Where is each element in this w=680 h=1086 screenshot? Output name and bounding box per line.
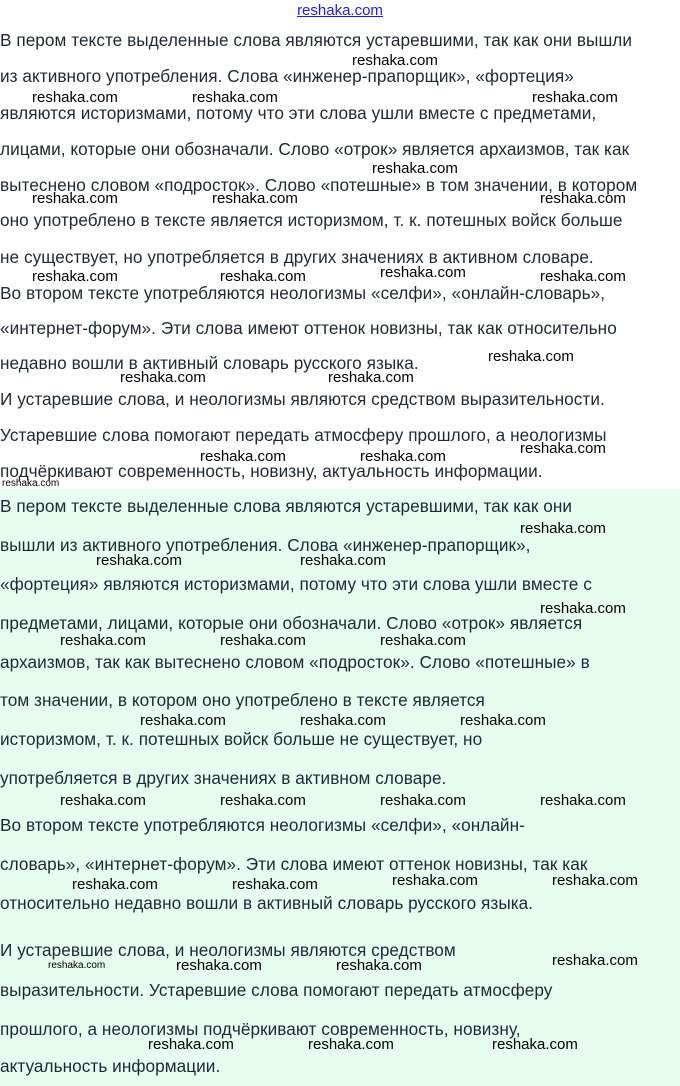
watermark: reshaka.com xyxy=(60,792,146,809)
text-line: словарь», «интернет-форум». Эти слова имеют оттенок новизны, так как xyxy=(0,854,588,874)
text-line: вытеснено словом «подросток». Слово «потешные» в том значении, в котором xyxy=(0,175,638,195)
watermark: reshaka.com xyxy=(220,268,306,285)
watermark: reshaka.com xyxy=(392,872,478,889)
text-line: «интернет-форум». Эти слова имеют оттенок новизны, так как относительно xyxy=(0,318,617,338)
text-line: «фортеция» являются историзмами, потому что эти слова ушли вместе с xyxy=(0,574,592,594)
watermark: reshaka.com xyxy=(360,448,446,465)
watermark: reshaka.com xyxy=(220,632,306,649)
watermark: reshaka.com xyxy=(328,369,414,386)
watermark: reshaka.com xyxy=(96,552,182,569)
watermark: reshaka.com xyxy=(532,89,618,106)
text-line: вышли из активного употребления. Слова «инженер-прапорщик», xyxy=(0,535,531,555)
watermark-small: reshaka.com xyxy=(2,478,60,489)
text-line: В пером тексте выделенные слова являются устаревшими, так как они xyxy=(0,496,573,516)
text-line: актуальность информации. xyxy=(0,1056,221,1076)
watermark: reshaka.com xyxy=(540,268,626,285)
watermark: reshaka.com xyxy=(148,1036,234,1053)
watermark: reshaka.com xyxy=(520,440,606,457)
text-line: прошлого, а неологизмы подчёркивают современность, новизну, xyxy=(0,1019,521,1039)
watermark: reshaka.com xyxy=(372,160,458,177)
text-line: оно употреблено в тексте является историзмом, т. к. потешных войск больше xyxy=(0,210,623,230)
watermark: reshaka.com xyxy=(492,1036,578,1053)
watermark: reshaka.com xyxy=(232,876,318,893)
watermark: reshaka.com xyxy=(380,792,466,809)
watermark: reshaka.com xyxy=(176,957,262,974)
text-block-1 xyxy=(0,26,680,489)
watermark: reshaka.com xyxy=(552,872,638,889)
watermark: reshaka.com xyxy=(60,632,146,649)
watermark: reshaka.com xyxy=(380,632,466,649)
text-line: архаизмов, так как вытеснено словом «подросток». Слово «потешные» в xyxy=(0,652,590,672)
watermark: reshaka.com xyxy=(32,89,118,106)
text-line: относительно недавно вошли в активный словарь русского языка. xyxy=(0,893,534,913)
watermark: reshaka.com xyxy=(540,792,626,809)
text-line: лицами, которые они обозначали. Слово «отрок» является архаизмов, так как xyxy=(0,139,630,159)
watermark: reshaka.com xyxy=(488,348,574,365)
text-line: историзмом, т. к. потешных войск больше не существует, но xyxy=(0,729,483,749)
watermark: reshaka.com xyxy=(460,712,546,729)
text-line: И устаревшие слова, и неологизмы являются средством выразительности. xyxy=(0,389,605,409)
watermark: reshaka.com xyxy=(308,1036,394,1053)
text-line: употребляется в других значениях в активном словаре. xyxy=(0,768,447,788)
watermark: reshaka.com xyxy=(300,552,386,569)
watermark: reshaka.com xyxy=(212,190,298,207)
text-line: В пером тексте выделенные слова являются устаревшими, так как они вышли xyxy=(0,30,633,50)
text-line: не существует, но употребляется в других значениях в активном словаре. xyxy=(0,247,594,267)
watermark: reshaka.com xyxy=(72,876,158,893)
watermark: reshaka.com xyxy=(336,957,422,974)
watermark: reshaka.com xyxy=(32,268,118,285)
watermark: reshaka.com xyxy=(32,190,118,207)
watermark: reshaka.com xyxy=(552,952,638,969)
text-line: подчёркивают современность, новизну, актуальность информации. xyxy=(0,461,543,481)
watermark: reshaka.com xyxy=(540,600,626,617)
watermark: reshaka.com xyxy=(192,89,278,106)
watermark-small: reshaka.com xyxy=(48,960,106,971)
watermark: reshaka.com xyxy=(140,712,226,729)
text-line: Устаревшие слова помогают передать атмосферу прошлого, а неологизмы xyxy=(0,425,607,445)
text-line: том значении, в котором оно употреблено в тексте является xyxy=(0,690,485,710)
text-line: недавно вошли в активный словарь русского языка. xyxy=(0,353,419,373)
text-line: Во втором тексте употребляются неологизмы «селфи», «онлайн- xyxy=(0,815,525,835)
text-line: Во втором тексте употребляются неологизмы «селфи», «онлайн-словарь», xyxy=(0,283,606,303)
text-line: предметами, лицами, которые они обозначали. Слово «отрок» является xyxy=(0,613,583,633)
watermark: reshaka.com xyxy=(380,264,466,281)
text-line: из активного употребления. Слова «инженер-прапорщик», «фортеция» xyxy=(0,66,574,86)
watermark: reshaka.com xyxy=(220,792,306,809)
text-block-2 xyxy=(0,489,680,1086)
text-line: выразительности. Устаревшие слова помогают передать атмосферу xyxy=(0,980,553,1000)
watermark: reshaka.com xyxy=(352,52,438,69)
watermark: reshaka.com xyxy=(300,712,386,729)
watermark: reshaka.com xyxy=(540,190,626,207)
watermark: reshaka.com xyxy=(520,520,606,537)
text-line: И устаревшие слова, и неологизмы являются средством xyxy=(0,940,456,960)
text-line: являются историзмами, потому что эти слова ушли вместе с предметами, xyxy=(0,103,597,123)
site-header-link[interactable]: reshaka.com xyxy=(297,2,383,19)
watermark: reshaka.com xyxy=(200,448,286,465)
watermark: reshaka.com xyxy=(120,369,206,386)
